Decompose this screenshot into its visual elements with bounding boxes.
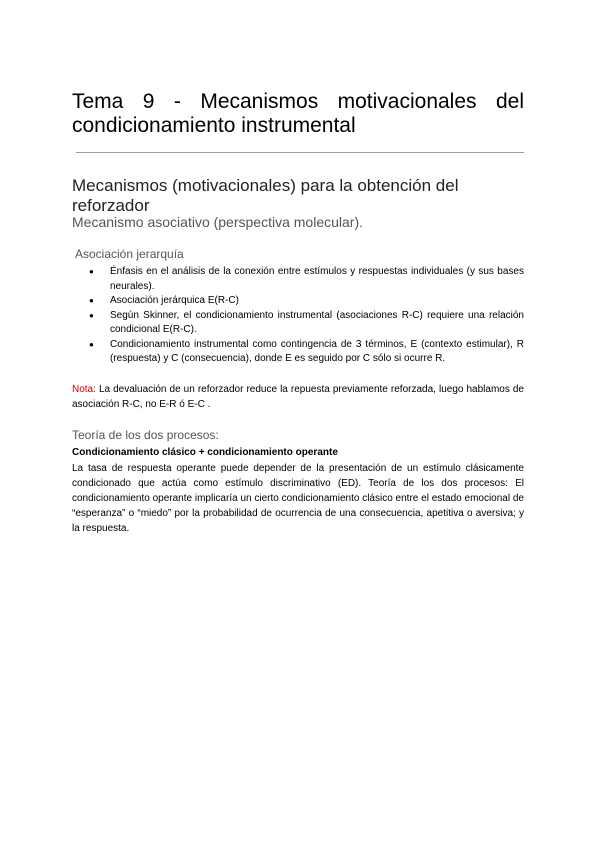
section-heading: Mecanismos (motivacionales) para la obtención del reforzador	[72, 176, 459, 215]
two-process-paragraph: La tasa de respuesta operante puede depender de la presentación de un estímulo clásicamente condicionado que actúa como estímulo discriminativo (ED). Teoría de los dos procesos: El condicionamiento operante implicaría un cierto condicionamiento clásico entre el estado emocional de “esperanza” o “miedo” por la probabilidad de ocurrencia de una consecuencia, apetitiva o aversiva; y la respuesta.	[72, 463, 524, 534]
list-item: ● Condicionamiento instrumental como contingencia de 3 términos, E (contexto estimular), R (respuesta) y C (consecuencia), donde E es seguido por C sólo si ocurre R.	[72, 338, 524, 367]
association-bullet-list	[72, 265, 524, 367]
subsection-heading: Mecanismo asociativo (perspectiva molecular).	[72, 214, 363, 230]
association-heading: Asociación jerarquía	[75, 247, 184, 261]
title-divider	[76, 152, 524, 153]
note-label: Nota:	[72, 384, 96, 395]
two-process-subheading: Condicionamiento clásico + condicionamiento operante	[72, 447, 338, 458]
list-item: ● Énfasis en el análisis de la conexión entre estímulos y respuestas individuales (y sus bases neurales).	[72, 265, 524, 294]
page-title: Tema 9 - Mecanismos motivacionales del condicionamiento instrumental	[72, 90, 524, 137]
list-item: ● Según Skinner, el condicionamiento instrumental (asociaciones R-C) requiere una relación condicional E(R-C).	[72, 309, 524, 338]
list-item: ● Asociación jerárquica E(R-C)	[72, 294, 524, 309]
two-process-heading: Teoría de los dos procesos:	[72, 428, 219, 442]
note-text: La devaluación de un reforzador reduce la repuesta previamente reforzada, luego hablamos de asociación R-C, no E-R ó E-C .	[72, 384, 524, 410]
note-paragraph	[72, 383, 524, 412]
